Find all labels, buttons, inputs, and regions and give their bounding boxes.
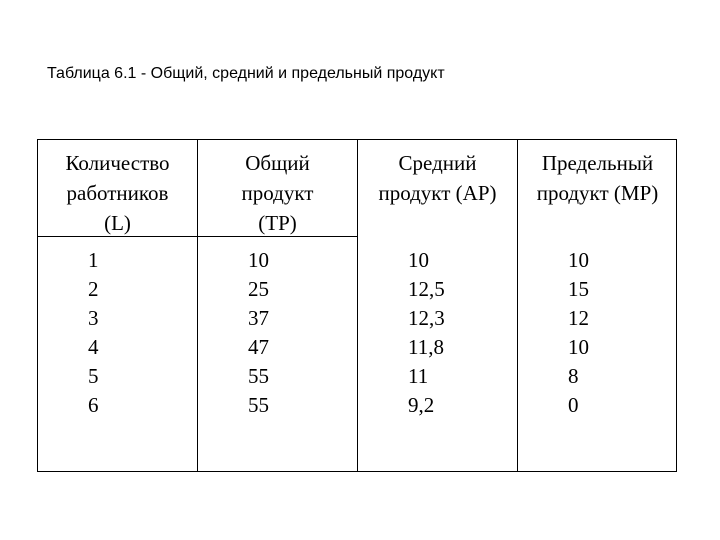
header-text: Общий	[245, 151, 310, 175]
table-cell: 12,5	[408, 277, 445, 301]
header-text: продукт (AP)	[378, 181, 497, 205]
table-cell: 10	[248, 248, 269, 272]
table-cell: 2	[88, 277, 99, 301]
table-cell: 10	[568, 248, 589, 272]
column-average-product	[408, 246, 445, 420]
table-cell: 47	[248, 335, 269, 359]
table-cell: 1	[88, 248, 99, 272]
column-workers	[88, 246, 99, 420]
header-text: Предельный	[541, 151, 654, 175]
data-table	[37, 139, 677, 472]
table-cell: 8	[568, 364, 579, 388]
header-text: Средний	[398, 151, 477, 175]
table-cell: 25	[248, 277, 269, 301]
table-cell: 11	[408, 364, 429, 388]
header-marginal-product	[518, 148, 677, 208]
table-cell: 12	[568, 306, 589, 330]
header-text: продукт	[241, 181, 314, 205]
column-total-product	[248, 246, 269, 420]
column-marginal-product	[568, 246, 589, 420]
table-cell: 6	[88, 393, 99, 417]
table-cell: 12,3	[408, 306, 445, 330]
header-average-product	[358, 148, 517, 208]
table-cell: 10	[568, 335, 589, 359]
table-cell: 5	[88, 364, 99, 388]
table-cell: 11,8	[408, 335, 444, 359]
table-cell: 10	[408, 248, 429, 272]
header-text: (L)	[104, 211, 131, 235]
header-text: Количество	[65, 151, 170, 175]
table-cell: 0	[568, 393, 579, 417]
header-text: работников	[66, 181, 169, 205]
table-cell: 37	[248, 306, 269, 330]
table-cell: 55	[248, 393, 269, 417]
header-text: продукт (MP)	[536, 181, 659, 205]
table-cell: 55	[248, 364, 269, 388]
header-total-product	[198, 148, 357, 238]
table-cell: 3	[88, 306, 99, 330]
table-cell: 4	[88, 335, 99, 359]
header-text: (TP)	[258, 211, 297, 235]
table-cell: 9,2	[408, 393, 435, 417]
table-caption: Таблица 6.1 - Общий, средний и предельный продукт	[47, 65, 445, 82]
table-cell: 15	[568, 277, 589, 301]
header-workers	[38, 148, 197, 238]
